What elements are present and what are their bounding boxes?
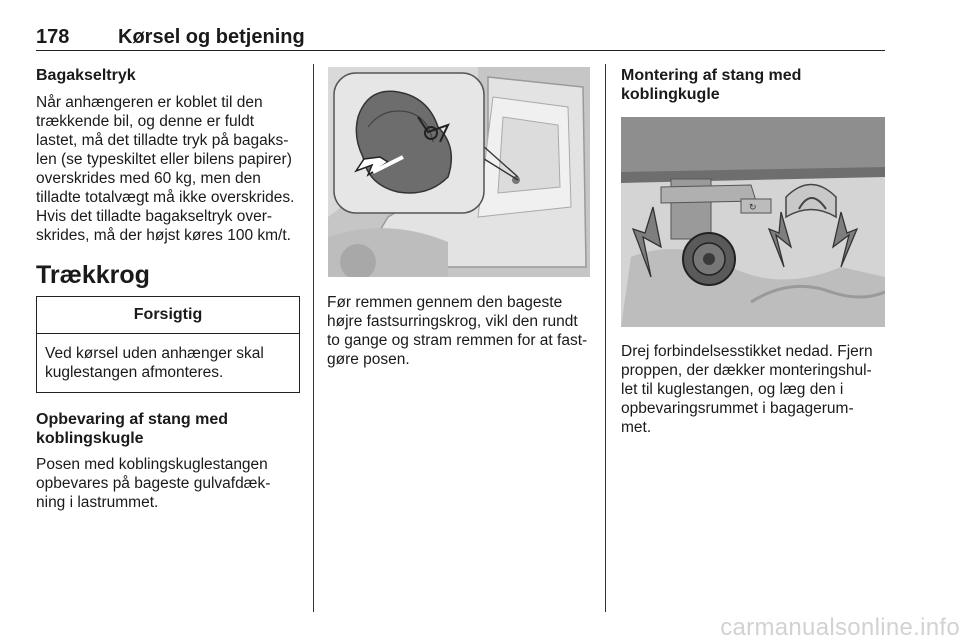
text-line: opbevares på bageste gulvafdæk- bbox=[36, 475, 271, 492]
bagakseltryk-heading: Bagakseltryk bbox=[36, 67, 136, 84]
trunk-bag-illustration bbox=[328, 67, 590, 277]
text-line: len (se typeskiltet eller bilens papirer) bbox=[36, 151, 292, 168]
text-line: Hvis det tilladte bagakseltryk over- bbox=[36, 208, 273, 225]
caution-line: Ved kørsel uden anhænger skal bbox=[45, 345, 264, 362]
text-line: lastet, må det tilladte tryk på bagaks- bbox=[36, 132, 289, 149]
caution-title: Forsigtig bbox=[37, 297, 299, 334]
text-line: højre fastsurringskrog, vikl den rundt bbox=[327, 313, 578, 330]
opbevaring-text bbox=[36, 455, 304, 512]
tow-bar-svg bbox=[621, 117, 885, 327]
text-line: overskrides med 60 kg, men den bbox=[36, 170, 261, 187]
text-line: proppen, der dækker monteringshul- bbox=[621, 362, 872, 379]
text-line: trækkende bil, og denne er fuldt bbox=[36, 113, 254, 130]
bagakseltryk-text bbox=[36, 93, 304, 245]
text-line: opbevaringsrummet i bagagerum- bbox=[621, 400, 854, 417]
svg-text:↻: ↻ bbox=[749, 202, 757, 212]
opbevaring-heading bbox=[36, 410, 304, 448]
tow-bar-illustration bbox=[621, 117, 885, 327]
trunk-bag-svg bbox=[328, 67, 590, 277]
text-line: Drej forbindelsesstikket nedad. Fjern bbox=[621, 343, 873, 360]
column-divider-1 bbox=[313, 64, 314, 612]
column-1 bbox=[36, 64, 304, 512]
page-number: 178 bbox=[36, 26, 70, 48]
heading-line: koblingkugle bbox=[621, 86, 720, 103]
text-line: gøre posen. bbox=[327, 351, 410, 368]
col3-paragraph bbox=[621, 342, 889, 437]
column-3-text bbox=[621, 342, 889, 437]
heading-line: Opbevaring af stang med bbox=[36, 411, 229, 428]
column-divider-2 bbox=[605, 64, 606, 612]
col2-paragraph bbox=[327, 293, 599, 369]
text-line: Før remmen gennem den bageste bbox=[327, 294, 563, 311]
text-line: Når anhængeren er koblet til den bbox=[36, 94, 263, 111]
caution-box bbox=[36, 296, 300, 393]
text-line: ning i lastrummet. bbox=[36, 494, 159, 511]
column-3 bbox=[621, 64, 889, 104]
heading-line: koblingskugle bbox=[36, 430, 144, 447]
page-header bbox=[36, 24, 885, 51]
text-line: tilladte totalvægt må ikke overskrides. bbox=[36, 189, 295, 206]
montering-heading bbox=[621, 66, 889, 104]
text-line: Posen med koblingskuglestangen bbox=[36, 456, 268, 473]
watermark: carmanualsonline.info bbox=[720, 614, 960, 641]
text-line: met. bbox=[621, 419, 652, 436]
text-line: to gange og stram remmen for at fast- bbox=[327, 332, 588, 349]
column-2-text bbox=[327, 293, 599, 369]
caution-line: kuglestangen afmonteres. bbox=[45, 364, 224, 381]
traekkrog-heading: Trækkrog bbox=[36, 261, 150, 289]
text-line: skrides, må der højst køres 100 km/t. bbox=[36, 227, 291, 244]
heading-line: Montering af stang med bbox=[621, 67, 802, 84]
text-line: let til kuglestangen, og læg den i bbox=[621, 381, 844, 398]
chapter-title: Kørsel og betjening bbox=[118, 26, 305, 48]
caution-body bbox=[37, 334, 299, 392]
